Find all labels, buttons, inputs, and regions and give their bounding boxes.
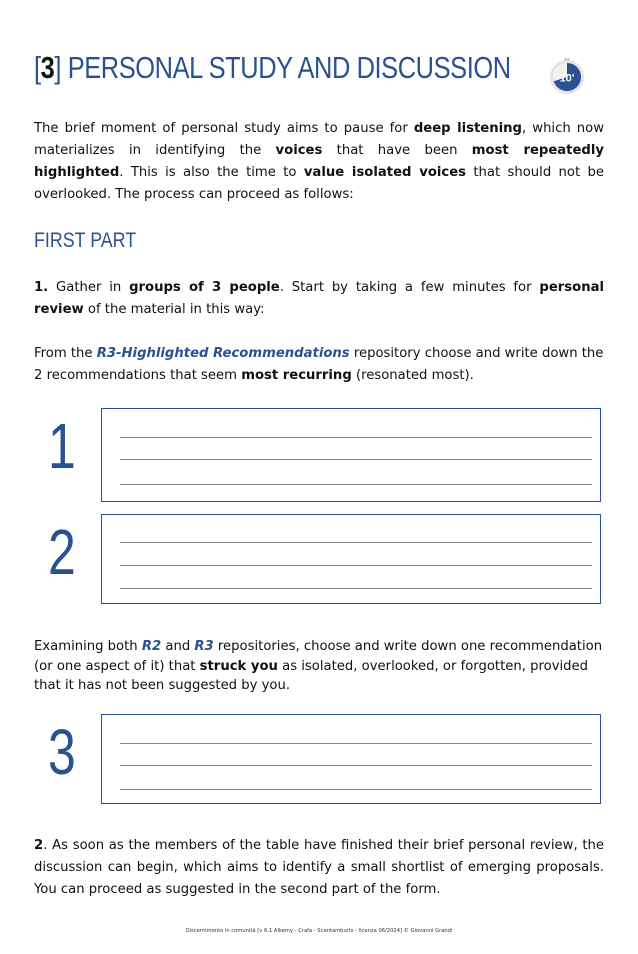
box-number-1: 1 (48, 410, 76, 482)
page-title (34, 50, 511, 86)
title-bracket-close: ] (54, 50, 62, 85)
writing-line (120, 588, 592, 589)
box-number-3: 3 (48, 716, 76, 788)
title-bracket-open: [ (34, 50, 41, 85)
answer-box-2[interactable] (101, 514, 601, 604)
box-number-2: 2 (48, 516, 76, 588)
writing-line (120, 565, 592, 566)
step-2-paragraph: 2. As soon as the members of the table have finished their brief personal review, the discussion can begin, which aims to identify a small shortlist of emerging proposals. You can proceed as suggested in the second part of the form. (34, 838, 604, 897)
first-part-heading: FIRST PART (34, 229, 137, 252)
writing-line (120, 484, 592, 485)
isolated-voice-paragraph: Examining both R2 and R3 repositories, choose and write down one recommendation (or one aspect of it) that struck you as isolated, overlooked, or forgotten, provided that it has not been suggested by you. (34, 639, 603, 693)
answer-box-3[interactable] (101, 714, 601, 804)
writing-line (120, 437, 592, 438)
answer-box-1[interactable] (101, 408, 601, 502)
writing-line (120, 765, 592, 766)
repository-paragraph: From the R3-Highlighted Recommendations repository choose and write down the 2 recommendations that seem most recurring (resonated most). (34, 346, 604, 383)
section-number: 3 (40, 50, 55, 85)
writing-line (120, 542, 592, 543)
page-footer: Discernimento in comunità [v 6.1 Alkemy - Crafa - Scantamburlo - licenza 06/2024] © Giovanni Grandi (185, 928, 453, 934)
writing-line (120, 459, 592, 460)
timer-icon (548, 57, 586, 95)
timer-label: 10' (559, 72, 575, 85)
writing-line (120, 743, 592, 744)
writing-line (120, 789, 592, 790)
r3-repository-link: R3-Highlighted Recommendations (96, 346, 350, 361)
step-1-paragraph: 1. Gather in groups of 3 people. Start by taking a few minutes for personal review of the material in this way: (34, 280, 604, 317)
intro-paragraph: The brief moment of personal study aims to pause for deep listening, which now materializes in identifying the voices that have been most repeatedly highlighted. This is also the time to value isolated voices that should not be overlooked. The process can proceed as follows: (34, 121, 604, 202)
r3-link: R3 (194, 639, 214, 654)
title-text: PERSONAL STUDY AND DISCUSSION (61, 50, 511, 85)
r2-link: R2 (141, 639, 162, 654)
